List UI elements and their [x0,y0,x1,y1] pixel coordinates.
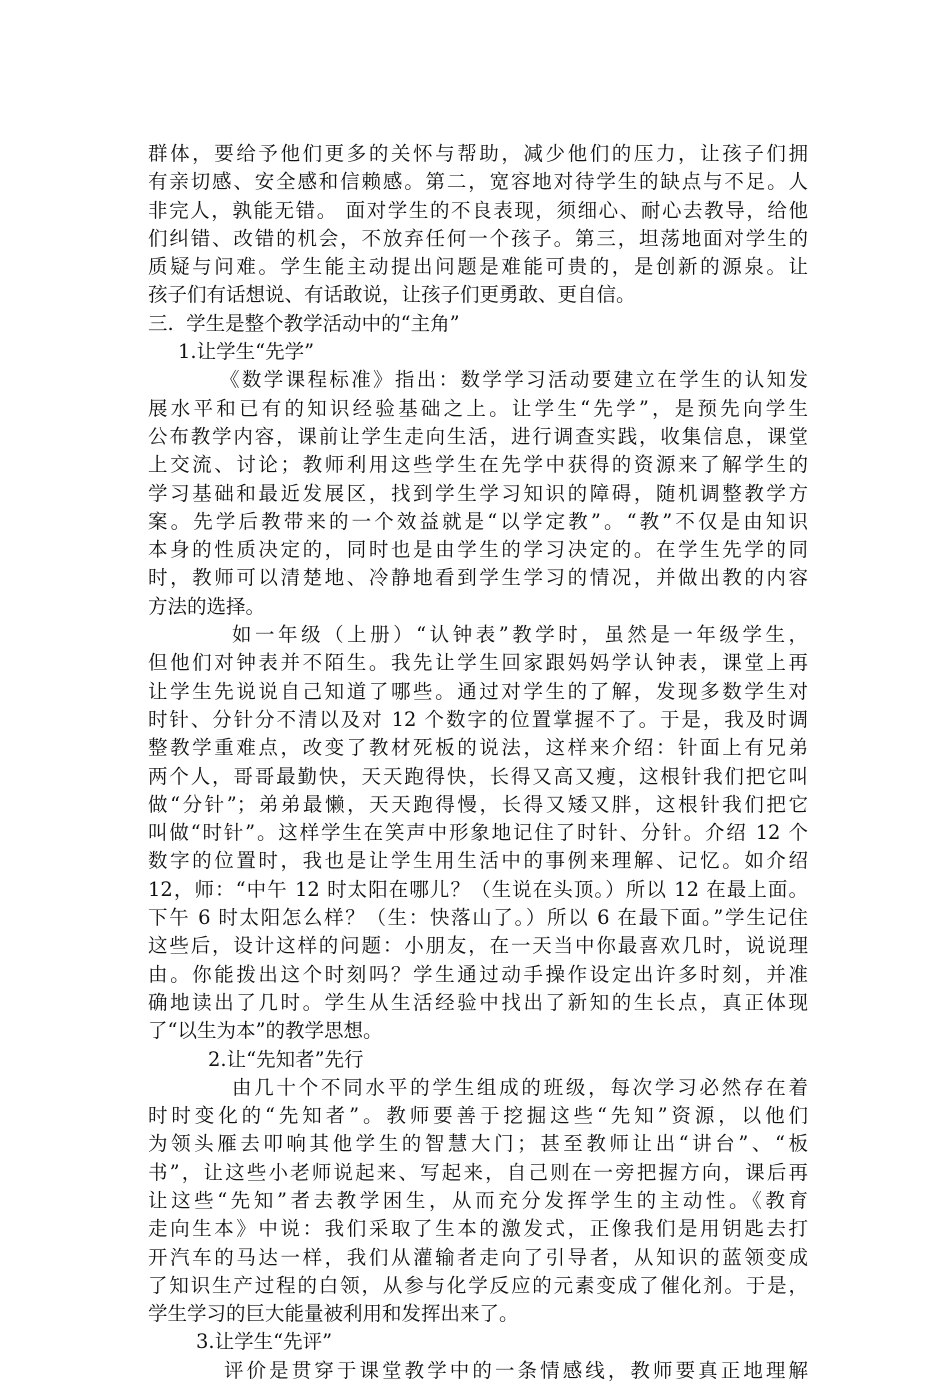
text-line: 上交流、讨论；教师利用这些学生在先学中获得的资源来了解学生的 [148,453,808,477]
text-line: 两个人，哥哥最勤快，天天跑得快，长得又高又瘦，这根针我们把它叫 [148,764,808,788]
text-line: 案。先学后教带来的一个效益就是“以学定教”。“教”不仅是由知识 [148,509,808,533]
text-line: 评价是贯穿于课堂教学中的一条情感线，教师要真正地理解 [224,1358,808,1382]
text-line: 们纠错、改错的机会，不放弃任何一个孩子。第三，坦荡地面对学生的 [148,226,808,250]
text-line: 由几十个不同水平的学生组成的班级，每次学习必然存在着 [232,1075,808,1099]
text-line: 整教学重难点，改变了教材死板的说法，这样来介绍：针面上有兄弟 [148,736,808,760]
text-line: 质疑与问难。学生能主动提出问题是难能可贵的，是创新的源泉。让 [148,255,808,279]
body-text [148,140,808,1385]
text-line: 非完人，孰能无错。 面对学生的不良表现，须细心、耐心去教导，给他 [148,198,808,222]
text-line: 叫做“时针”。这样学生在笑声中形象地记住了时针、分针。介绍 12 个 [148,821,808,845]
text-line: 时时变化的“先知者”。教师要善于挖掘这些“先知”资源，以他们 [148,1104,808,1128]
text-line: 做“分针”；弟弟最懒，天天跑得慢，长得又矮又胖，这根针我们把它 [148,792,808,816]
text-line: 确地读出了几时。学生从生活经验中找出了新知的生长点，真正体现 [148,990,808,1014]
text-line: 让这些“先知”者去教学困生，从而充分发挥学生的主动性。《教育 [148,1188,808,1212]
text-line: 学习基础和最近发展区，找到学生学习知识的障碍，随机调整教学方 [148,481,808,505]
text-line: 了“以生为本”的教学思想。 [148,1019,383,1043]
text-line: 书”，让这些小老师说起来、写起来，自己则在一旁把握方向，课后再 [148,1160,808,1184]
text-line: 但他们对钟表并不陌生。我先让学生回家跟妈妈学认钟表，课堂上再 [148,651,808,675]
text-line: 《数学课程标准》指出：数学学习活动要建立在学生的认知发 [220,368,808,392]
text-line: 为领头雁去叩响其他学生的智慧大门；甚至教师让出“讲台”、“板 [148,1132,808,1156]
subsection-heading: 2.让“先知者”先行 [208,1047,364,1071]
text-line: 下午 6 时太阳怎么样？（生：快落山了。）所以 6 在最下面。”学生记住 [148,906,808,930]
section-heading: 三. 学生是整个教学活动中的“主角” [148,311,460,335]
text-line: 这些后，设计这样的问题：小朋友，在一天当中你最喜欢几时，说说理 [148,934,808,958]
text-line: 学生学习的巨大能量被利用和发挥出来了。 [148,1302,519,1326]
text-line: 走向生本》中说：我们采取了生本的激发式，正像我们是用钥匙去打 [148,1217,808,1241]
text-line: 如一年级（上册）“认钟表”教学时，虽然是一年级学生， [232,623,808,647]
text-line: 公布教学内容，课前让学生走向生活，进行调查实践，收集信息，课堂 [148,424,808,448]
text-line: 了知识生产过程的白领，从参与化学反应的元素变成了催化剂。于是， [148,1273,808,1297]
text-line: 本身的性质决定的，同时也是由学生的学习决定的。在学生先学的同 [148,538,808,562]
text-line: 开汽车的马达一样，我们从灌输者走向了引导者，从知识的蓝领变成 [148,1245,808,1269]
text-line: 时，教师可以清楚地、冷静地看到学生学习的情况，并做出教的内容 [148,566,808,590]
text-line: 让学生先说说自己知道了哪些。通过对学生的了解，发现多数学生对 [148,679,808,703]
subsection-heading: 1.让学生“先学” [178,340,315,364]
text-line: 有亲切感、安全感和信赖感。第二，宽容地对待学生的缺点与不足。人 [148,170,808,194]
text-line: 群体，要给予他们更多的关怀与帮助，减少他们的压力，让孩子们拥 [148,142,808,165]
text-line: 12，师：“中午 12 时太阳在哪儿？（生说在头顶。）所以 12 在最上面。 [148,877,808,901]
text-line: 由。你能拨出这个时刻吗？学生通过动手操作设定出许多时刻，并准 [148,962,808,986]
text-line: 时针、分针分不清以及对 12 个数字的位置掌握不了。于是，我及时调 [148,707,808,731]
text-line: 数字的位置时，我也是让学生用生活中的事例来理解、记忆。如介绍 [148,849,808,873]
text-line: 展水平和已有的知识经验基础之上。让学生“先学”，是预先向学生 [148,396,808,420]
subsection-heading: 3.让学生“先评” [196,1330,333,1354]
text-line: 方法的选择。 [148,594,266,618]
text-line: 孩子们有话想说、有话敢说，让孩子们更勇敢、更自信。 [148,283,636,307]
